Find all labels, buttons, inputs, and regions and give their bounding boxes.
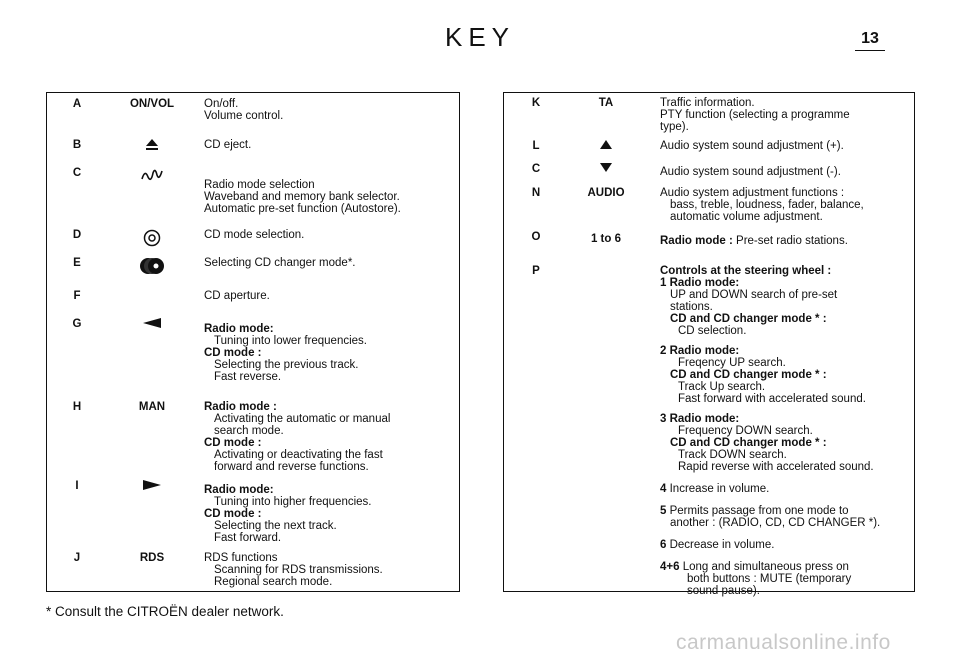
row-letter: L bbox=[532, 140, 540, 152]
row-letter: K bbox=[531, 97, 541, 109]
left-key-table bbox=[46, 92, 460, 592]
row-description: Controls at the steering wheel : 1 Radio mode: UP and DOWN search of pre-set stations. CD and CD changer mode * : CD selection. 2 Radio mode: Freqency UP search. CD and CD changer mode * : Track Up search. Fast forward with accelerated sound. 3 Radio mode: Frequency DOWN search. CD and CD changer mode * : Track DOWN search. Rapid reverse with accelerated sound. 4 Increase in volume. 5 Permits passage from one mode to another : (RADIO, CD, CD CHANGER *). 6 Decrease in volume. 4+6 Long and simultaneous press on both buttons : MUTE (temporary sound pause). bbox=[660, 265, 881, 597]
key-label: AUDIO bbox=[587, 187, 625, 199]
radio-wave-icon bbox=[107, 167, 197, 186]
row-description: RDS functions Scanning for RDS transmissions. Regional search mode. bbox=[204, 552, 383, 588]
eject-icon bbox=[107, 139, 197, 153]
watermark: carmanualsonline.info bbox=[676, 631, 891, 654]
cd-icon bbox=[107, 229, 197, 250]
row-letter: J bbox=[73, 552, 81, 564]
row-letter: B bbox=[72, 139, 82, 151]
row-letter: H bbox=[72, 401, 82, 413]
key-label: TA bbox=[598, 97, 614, 109]
key-label: ON/VOL bbox=[129, 98, 175, 110]
row-letter: A bbox=[72, 98, 82, 110]
row-letter: P bbox=[532, 265, 540, 277]
row-description: Traffic information. PTY function (selecting a programme type). bbox=[660, 97, 850, 133]
row-description: Audio system sound adjustment (-). bbox=[660, 166, 841, 178]
footnote: * Consult the CITROËN dealer network. bbox=[46, 604, 284, 619]
row-description: CD eject. bbox=[204, 139, 252, 151]
row-letter: E bbox=[73, 257, 81, 269]
row-letter: G bbox=[72, 318, 82, 330]
key-label: MAN bbox=[138, 401, 166, 413]
up-triangle-icon bbox=[566, 140, 646, 152]
right-arrow-icon bbox=[107, 480, 197, 493]
row-letter: C bbox=[72, 167, 82, 179]
row-description: Radio mode : Pre-set radio stations. bbox=[660, 235, 848, 247]
key-label: 1 to 6 bbox=[590, 233, 622, 245]
page-title: KEY bbox=[444, 22, 516, 52]
row-letter: F bbox=[73, 290, 81, 302]
key-label: RDS bbox=[139, 552, 165, 564]
row-description: CD mode selection. bbox=[204, 229, 305, 241]
row-description: Audio system sound adjustment (+). bbox=[660, 140, 844, 152]
row-description: Radio mode: Tuning into lower frequencies. CD mode : Selecting the previous track. Fast reverse. bbox=[204, 323, 367, 383]
page-number: 13 bbox=[855, 30, 885, 51]
row-description: Radio mode: Tuning into higher frequencies. CD mode : Selecting the next track. Fast forward. bbox=[204, 484, 372, 544]
right-key-table bbox=[503, 92, 915, 597]
row-letter: D bbox=[72, 229, 82, 241]
row-letter: I bbox=[75, 480, 79, 492]
row-description: Selecting CD changer mode*. bbox=[204, 257, 356, 269]
cd-changer-icon bbox=[107, 257, 197, 278]
row-letter: N bbox=[531, 187, 541, 199]
left-arrow-icon bbox=[107, 318, 197, 331]
row-description: Radio mode selection Waveband and memory bank selector. Automatic pre-set function (Autostore). bbox=[204, 179, 401, 215]
row-letter: O bbox=[531, 231, 541, 243]
row-description: CD aperture. bbox=[204, 290, 270, 302]
row-description: Radio mode : Activating the automatic or manual search mode. CD mode : Activating or deactivating the fast forward and reverse functions. bbox=[204, 401, 391, 473]
row-description: Audio system adjustment functions : bass, treble, loudness, fader, balance, automatic volume adjustment. bbox=[660, 187, 864, 223]
row-letter: C bbox=[531, 163, 541, 175]
row-description: On/off. Volume control. bbox=[204, 98, 284, 122]
down-triangle-icon bbox=[566, 163, 646, 175]
